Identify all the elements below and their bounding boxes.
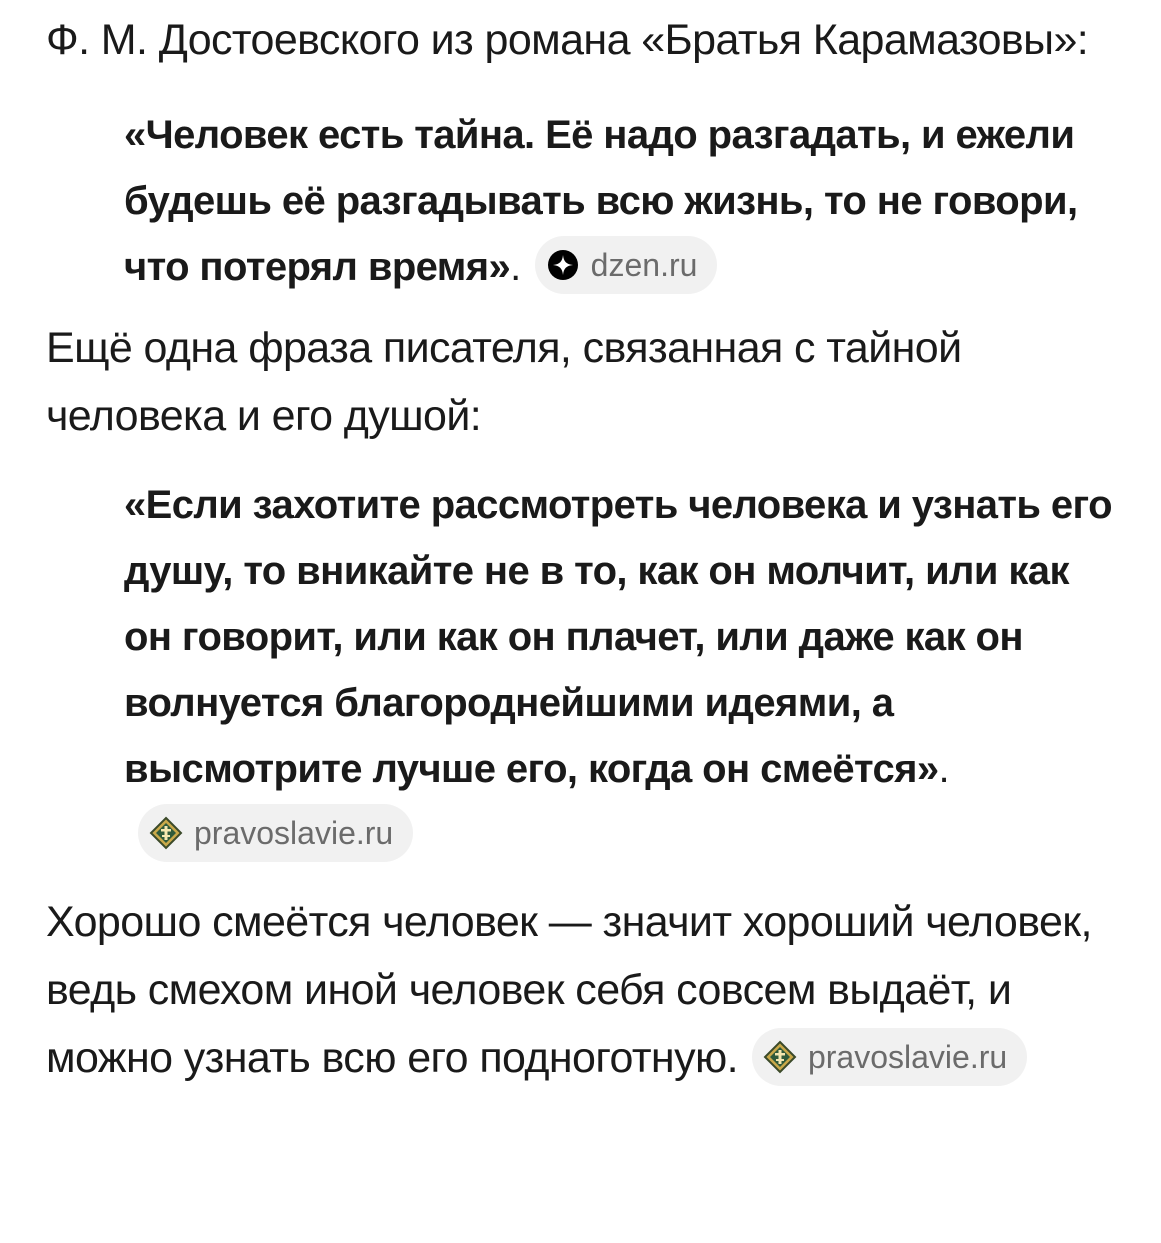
pravoslavie-icon <box>762 1039 798 1075</box>
paragraph-transition <box>46 314 1126 450</box>
source-chip-pravoslavie-1-label: pravoslavie.ru <box>194 815 394 852</box>
source-chip-dzen-label: dzen.ru <box>590 247 698 284</box>
quote-mystery <box>124 102 1126 300</box>
paragraph-intro <box>46 6 1126 74</box>
dzen-icon <box>545 247 581 283</box>
paragraph-transition-text: Ещё одна фраза писателя, связанная с тайной человека и его душой: <box>46 324 962 440</box>
source-chip-pravoslavie-1[interactable] <box>138 804 413 862</box>
paragraph-conclusion <box>46 888 1126 1092</box>
quote-laughter-period: . <box>938 747 950 791</box>
source-chip-dzen[interactable] <box>535 236 718 294</box>
quote-laughter-text: «Если захотите рассмотреть человека и узнать его душу, то вникайте не в то, как он молчит, или как он говорит, или как он плачет, или даже как он волнуется благороднейшими идеями, а высмотрите лучше его, когда он смеётся» <box>124 483 1112 791</box>
source-chip-pravoslavie-2[interactable] <box>752 1028 1027 1086</box>
quote-laughter <box>124 472 1126 868</box>
source-chip-pravoslavie-2-label: pravoslavie.ru <box>807 1038 1008 1075</box>
paragraph-intro-text: Ф. М. Достоевского из романа «Братья Карамазовы»: <box>46 16 1089 64</box>
quote-mystery-period: . <box>510 245 521 289</box>
pravoslavie-icon <box>148 815 184 851</box>
quote-mystery-text: «Человек есть тайна. Её надо разгадать, и ежели будешь её разгадывать всю жизнь, то не говори, что потерял время» <box>124 113 1078 289</box>
article-body <box>46 6 1126 1092</box>
paragraph-conclusion-text: Хорошо смеётся человек — значит хороший человек, ведь смехом иной человек себя совсем выдаёт, и можно узнать всю его подноготную. <box>46 898 1092 1082</box>
